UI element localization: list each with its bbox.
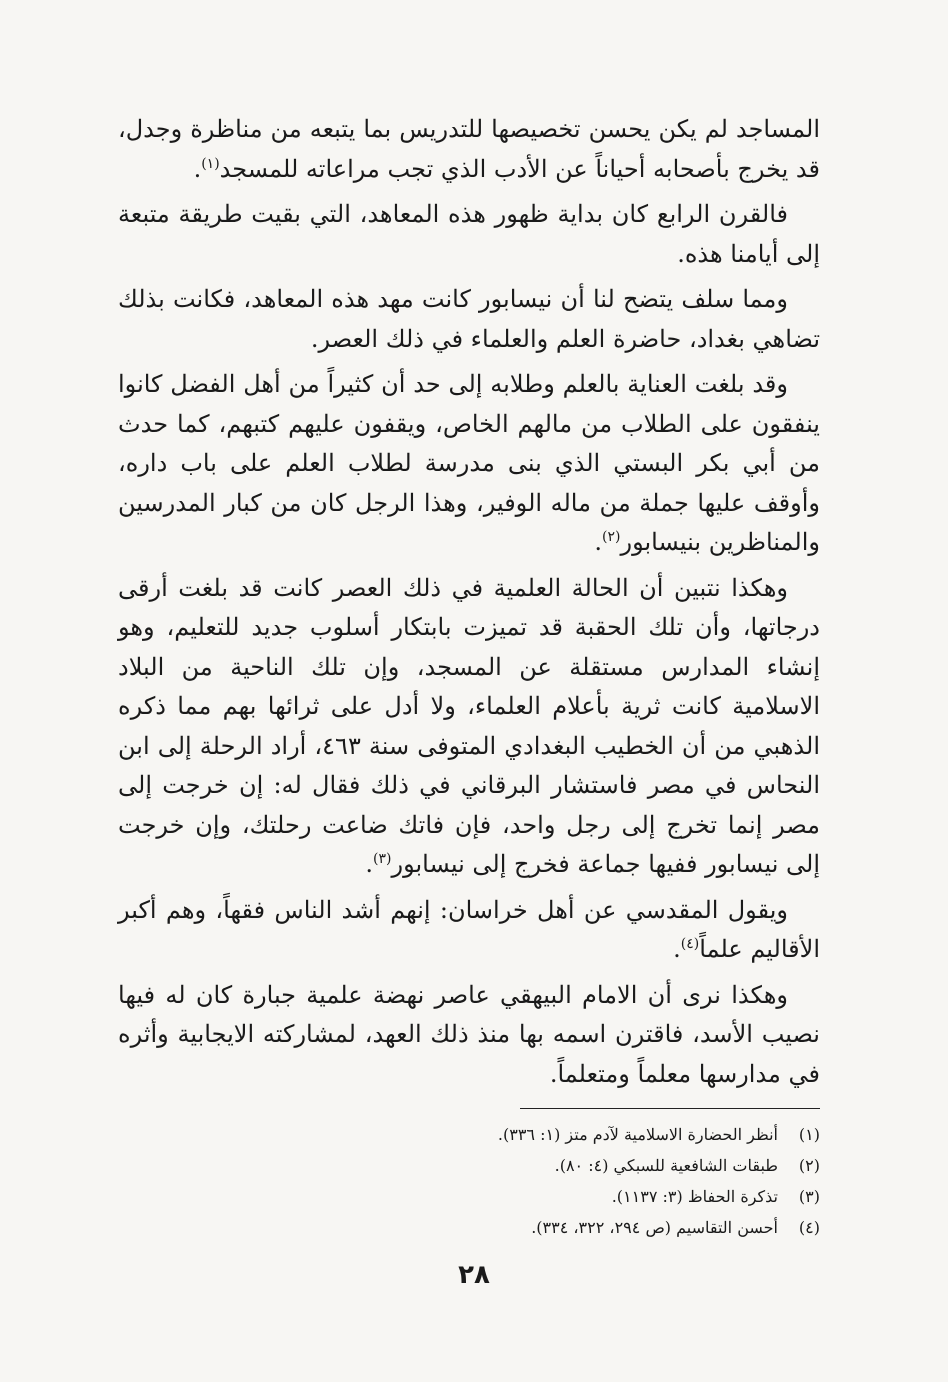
footnote-number: (٣) [798, 1187, 820, 1206]
paragraph-5: وهكذا نتبين أن الحالة العلمية في ذلك العصر كانت قد بلغت أرقى درجاتها، وأن تلك الحقبة قد تميزت بابتكار أسلوب جديد للتعليم، وهو إنشاء المدارس مستقلة عن المسجد، وإن تلك الناحية من البلاد الاسلامية كانت ثرية بأعلام العلماء، ولا أدل على ثرائها بهم مما ذكره الذهبي من أن الخطيب البغدادي المتوفى سنة ٤٦٣، أراد الرحلة إلى ابن النحاس في مصر فاستشار البرقاني في ذلك فقال له: إن خرجت إلى مصر إنما تخرج إلى رجل واحد، فإن فاتك ضاعت رحلتك، وإن خرجت إلى نيسابور ففيها جماعة فخرج إلى نيسابور$^{(٣)}$. [118, 573, 821, 878]
footnote-ref-1[interactable]: (١) [201, 155, 220, 172]
footnote-4 [118, 1212, 820, 1243]
footnote-ref-2[interactable]: (٢) [602, 529, 621, 545]
footnote-1 [118, 1119, 820, 1150]
footnote-number: (٤) [798, 1218, 820, 1237]
footnote-2 [118, 1150, 820, 1181]
paragraph-4: وقد بلغت العناية بالعلم وطلابه إلى حد أن كثيراً من أهل الفضل كانوا ينفقون على الطلاب من مالهم الخاص، ويقفون عليهم كتبهم، كما حدث من أبي بكر البستي الذي بنى مدرسة لطلاب العلم على باب داره، وأوقف عليها جملة من ماله الوفير، وهذا الرجل كان من كبار المدرسين والمناظرين بنيسابور$^{(٢)}$. [118, 370, 820, 556]
body-text [118, 110, 820, 1094]
footnote-text: تذكرة الحفاظ (٣: ١١٣٧). [611, 1187, 778, 1206]
paragraph-6: ويقول المقدسي عن أهل خراسان: إنهم أشد الناس فقهاً، وهم أكبر الأقاليم علماً$^{(٤)}$. [118, 895, 820, 963]
footnote-text: طبقات الشافعية للسبكي (٤: ٨٠). [554, 1156, 778, 1175]
footnotes [118, 1119, 820, 1243]
paragraph-2: فالقرن الرابع كان بداية ظهور هذه المعاهد، التي بقيت طريقة متبعة إلى أيامنا هذه. [118, 200, 820, 268]
footnote-text: أنظر الحضارة الاسلامية لآدم متز (١: ٣٣٦). [497, 1125, 778, 1144]
footnote-3 [118, 1181, 820, 1212]
footnote-number: (٢) [798, 1156, 820, 1175]
footnote-ref-4[interactable]: (٤) [680, 936, 700, 952]
page-number: ٢٨ [458, 1260, 490, 1290]
footnote-number: (١) [798, 1125, 820, 1144]
footnote-ref-3[interactable]: (٣) [373, 851, 392, 867]
footnote-divider [520, 1108, 820, 1109]
paragraph-1: المساجد لم يكن يحسن تخصيصها للتدريس بما يتبعه من مناظرة وجدل، قد يخرج بأصحابه أحياناً عن الأدب الذي تجب مراعاته للمسجد$^{(١)}$. [118, 115, 820, 183]
book-page [118, 110, 820, 1243]
paragraph-3: ومما سلف يتضح لنا أن نيسابور كانت مهد هذه المعاهد، فكانت بذلك تضاهي بغداد، حاضرة العلم والعلماء في ذلك العصر. [118, 285, 820, 353]
paragraph-7: وهكذا نرى أن الامام البيهقي عاصر نهضة علمية جبارة كان له فيها نصيب الأسد، فاقترن اسمه بها منذ ذلك العهد، لمشاركته الايجابية وأثره في مدارسها معلماً ومتعلماً. [118, 980, 820, 1088]
footnote-text: أحسن التقاسيم (ص ٢٩٤، ٣٢٢، ٣٣٤). [531, 1218, 778, 1237]
